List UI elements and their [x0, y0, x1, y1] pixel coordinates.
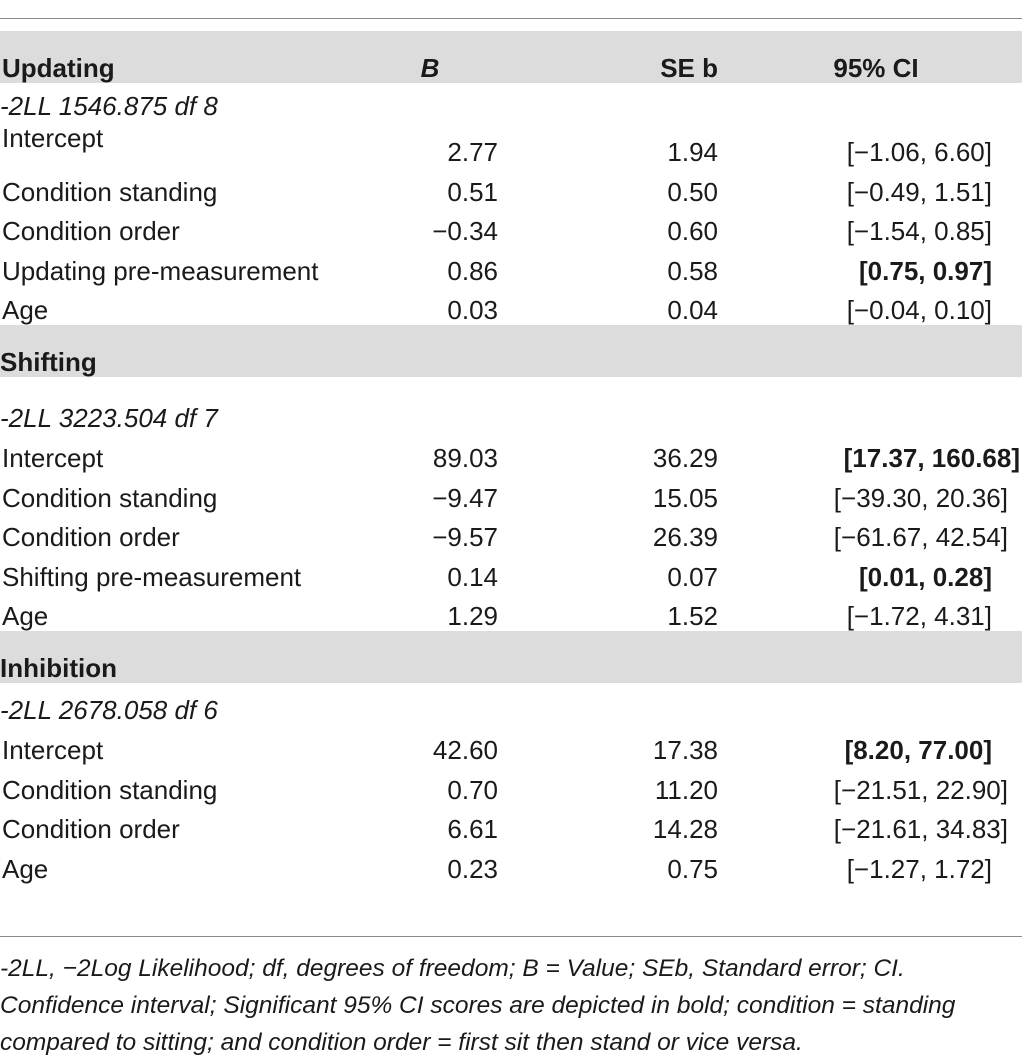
- value-b: 0.86: [447, 255, 498, 286]
- table-row: [0, 207, 1022, 247]
- value-b: 0.70: [447, 774, 498, 805]
- row-label: Condition standing: [2, 774, 218, 805]
- model-fit-row: [0, 83, 1022, 121]
- regression-table: [0, 31, 1022, 884]
- value-se: 11.20: [654, 774, 718, 805]
- value-b: −9.47: [432, 482, 498, 513]
- table-row: [0, 513, 1022, 553]
- row-label: Condition order: [2, 216, 180, 247]
- table-top-rule: [0, 18, 1022, 19]
- value-ci: [−21.61, 34.83]: [833, 814, 1008, 845]
- row-label: Condition standing: [2, 176, 218, 207]
- column-header-ci: 95% CI: [720, 31, 1022, 83]
- value-ci: [−1.54, 0.85]: [846, 216, 992, 247]
- value-ci-significant: [8.20, 77.00]: [844, 734, 992, 765]
- table-row: [0, 167, 1022, 207]
- model-fit-updating: -2LL 1546.875 df 8: [0, 91, 218, 121]
- value-se: 17.38: [652, 734, 718, 765]
- row-label: Updating pre-measurement: [2, 255, 319, 286]
- value-ci: [−21.51, 22.90]: [833, 774, 1008, 805]
- value-se: 0.60: [667, 216, 718, 247]
- row-label: Age: [2, 601, 49, 632]
- value-b: 0.03: [447, 295, 498, 326]
- value-ci-significant: [0.75, 0.97]: [859, 255, 992, 286]
- row-label: Condition standing: [2, 482, 218, 513]
- value-ci: [−0.04, 0.10]: [846, 295, 992, 326]
- value-se: 14.28: [652, 814, 718, 845]
- value-ci: [−1.27, 1.72]: [846, 853, 992, 884]
- row-label: Condition order: [2, 814, 180, 845]
- value-b: 42.60: [432, 734, 498, 765]
- value-b: 89.03: [432, 442, 498, 473]
- table-row: [0, 725, 1022, 765]
- table-row: [0, 592, 1022, 632]
- row-label: Intercept: [2, 734, 104, 765]
- table-row: [0, 286, 1022, 326]
- value-se: 26.39: [652, 522, 718, 553]
- value-b: 0.14: [447, 561, 498, 592]
- value-b: 0.23: [447, 853, 498, 884]
- value-ci: [−0.49, 1.51]: [846, 176, 992, 207]
- section-header-row: [0, 631, 1022, 683]
- value-se: 15.05: [652, 482, 718, 513]
- table-row: [0, 473, 1022, 513]
- value-ci: [−39.30, 20.36]: [833, 482, 1008, 513]
- section-title-updating: Updating: [0, 31, 360, 83]
- value-b: −0.34: [432, 216, 498, 247]
- value-b: 1.29: [447, 601, 498, 632]
- model-fit-row: [0, 683, 1022, 725]
- table-row: [0, 844, 1022, 884]
- table-row: [0, 765, 1022, 805]
- row-label: Intercept: [2, 123, 104, 153]
- value-b: −9.57: [432, 522, 498, 553]
- value-se: 36.29: [652, 442, 718, 473]
- row-label: Condition order: [2, 522, 180, 553]
- value-se: 0.50: [667, 176, 718, 207]
- row-label: Age: [2, 295, 49, 326]
- value-se: 0.58: [667, 255, 718, 286]
- section-title-shifting: Shifting: [0, 325, 1022, 377]
- value-se: 1.52: [667, 601, 718, 632]
- value-b: 0.51: [447, 176, 498, 207]
- table-header-row: [0, 31, 1022, 83]
- value-se: 0.75: [667, 853, 718, 884]
- column-header-se: SE b: [500, 31, 720, 83]
- model-fit-shifting: -2LL 3223.504 df 7: [0, 403, 218, 434]
- value-ci: [−1.72, 4.31]: [846, 601, 992, 632]
- table-footnote: -2LL, −2Log Likelihood; df, degrees of freedom; B = Value; SEb, Standard error; CI. Confidence interval; Significant 95% CI scores are depicted in bold; condition = standing compared to sitting; and condition order = first sit then stand or vice versa.: [0, 955, 956, 1056]
- model-fit-inhibition: -2LL 2678.058 df 6: [0, 695, 218, 726]
- model-fit-row: [0, 377, 1022, 433]
- table-row: [0, 246, 1022, 286]
- value-ci-significant: [17.37, 160.68]: [843, 442, 1020, 473]
- row-label: Intercept: [2, 442, 104, 473]
- value-se: 0.07: [667, 561, 718, 592]
- column-header-b: B: [360, 31, 500, 83]
- value-ci: [−61.67, 42.54]: [833, 522, 1008, 553]
- row-label: Age: [2, 853, 49, 884]
- table-row: [0, 552, 1022, 592]
- value-ci: [−1.06, 6.60]: [846, 137, 992, 167]
- value-se: 1.94: [667, 137, 718, 167]
- value-ci-significant: [0.01, 0.28]: [859, 561, 992, 592]
- table-row: [0, 121, 1022, 167]
- value-se: 0.04: [667, 295, 718, 326]
- value-b: 2.77: [447, 137, 498, 167]
- section-header-row: [0, 325, 1022, 377]
- table-row: [0, 433, 1022, 473]
- table-bottom-rule: [0, 936, 1022, 937]
- row-label: Shifting pre-measurement: [2, 561, 302, 592]
- table-row: [0, 805, 1022, 845]
- value-b: 6.61: [447, 814, 498, 845]
- section-title-inhibition: Inhibition: [0, 631, 1022, 683]
